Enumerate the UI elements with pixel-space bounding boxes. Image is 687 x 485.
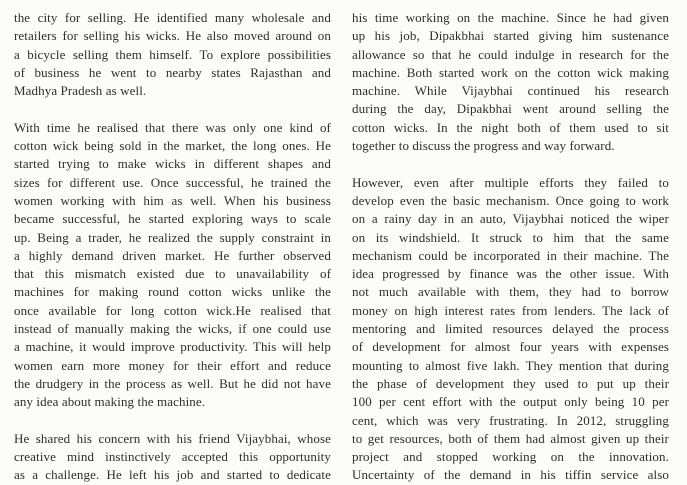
- text-line: as a challenge. He left his job and started to dedicate: [14, 467, 331, 483]
- text-line: Madhya Pradesh as well.: [14, 83, 147, 99]
- text-line: his time working on the machine. Since he had given: [352, 10, 669, 25]
- text-line: not much available with them, they had to borrow: [352, 284, 669, 300]
- text-line: money on high interest rates from lenders. The lack of: [352, 302, 669, 318]
- text-line: allowance so that he could indulge in research for the: [352, 46, 669, 62]
- text-line: once available for long cotton wick.He realised that: [14, 302, 331, 318]
- text-line: retailers for selling his wicks. He also moved around on: [14, 28, 331, 44]
- text-line: cotton wicks. In the night both of them used to sit: [352, 119, 669, 135]
- text-line: creative mind instinctively accepted this opportunity: [14, 449, 331, 465]
- text-line: the city for selling. He identified many wholesale and: [14, 10, 331, 25]
- text-line: to get resources, both of them had almost given up their: [352, 430, 669, 446]
- text-line: the phase of development they used to put up their: [352, 375, 669, 391]
- text-line: idea progressed by finance was the other issue. With: [352, 266, 669, 282]
- text-line: He shared his concern with his friend Vijaybhai, whose: [14, 430, 331, 446]
- text-line: a bicycle selling them himself. To explore possibilities: [14, 46, 331, 62]
- text-line: 100 per cent effort with the output only being 10 per: [352, 394, 669, 410]
- text-line: mechanism could be incorporated in their machine. The: [352, 247, 669, 263]
- text-line: any idea about making the machine.: [14, 394, 206, 410]
- paragraph: [352, 9, 669, 155]
- text-line: during the day, Dipakbhai went around selling the: [352, 101, 669, 117]
- text-line: became successful, he started exploring ways to scale: [14, 211, 331, 227]
- text-line: Uncertainty of the demand in his tiffin service also: [352, 467, 669, 483]
- text-line: women working with him as well. When his business: [14, 192, 331, 208]
- text-line: of development for almost four years with expenses: [352, 339, 669, 355]
- text-column-left: [14, 9, 331, 483]
- text-column-right: [352, 9, 669, 483]
- text-line: a highly demand driven market. He further observed: [14, 247, 331, 263]
- paragraph: [14, 430, 331, 485]
- text-line: With time he realised that there was only one kind of: [14, 119, 331, 135]
- text-line: women earn more money for their effort and reduce: [14, 357, 331, 373]
- text-line: on its windshield. It struck to him that the same: [352, 229, 669, 245]
- paragraph: [14, 119, 331, 412]
- text-line: up his job, Dipakbhai started giving him sustenance: [352, 28, 669, 44]
- text-line: machines for making round cotton wicks unlike the: [14, 284, 331, 300]
- text-line: on a rainy day in an auto, Vijaybhai noticed the wiper: [352, 211, 669, 227]
- text-line: mounting to almost five lakh. They mention that during: [352, 357, 669, 373]
- text-line: started trying to make wicks in different shapes and: [14, 156, 331, 172]
- text-line: up. Being a trader, he realized the supply constraint in: [14, 229, 331, 245]
- paragraph: [352, 174, 669, 485]
- text-line: instead of manually making the wicks, if one could use: [14, 321, 331, 337]
- text-line: the drudgery in the process as well. But he did not have: [14, 375, 331, 391]
- text-line: machine. Both started work on the cotton wick making: [352, 64, 669, 80]
- text-line: sizes for different use. Once successful, he trained the: [14, 174, 331, 190]
- text-line: machine. While Vijaybhai continued his research: [352, 83, 669, 99]
- text-line: However, even after multiple efforts they failed to: [352, 174, 669, 190]
- text-line: of business he went to nearby states Rajasthan and: [14, 64, 331, 80]
- text-line: develop even the basic mechanism. Once going to work: [352, 192, 669, 208]
- text-line: that this mismatch existed due to unavailability of: [14, 266, 331, 282]
- text-line: together to discuss the progress and way forward.: [352, 138, 615, 154]
- text-line: mentoring and limited resources delayed the process: [352, 321, 669, 337]
- paragraph: [14, 9, 331, 100]
- text-line: project and stopped working on the innovation.: [352, 449, 669, 465]
- text-line: cent, which was very frustrating. In 2012, struggling: [352, 412, 669, 428]
- text-line: a machine, it would improve productivity. This will help: [14, 339, 331, 355]
- text-line: cotton wick being sold in the market, the long ones. He: [14, 138, 331, 154]
